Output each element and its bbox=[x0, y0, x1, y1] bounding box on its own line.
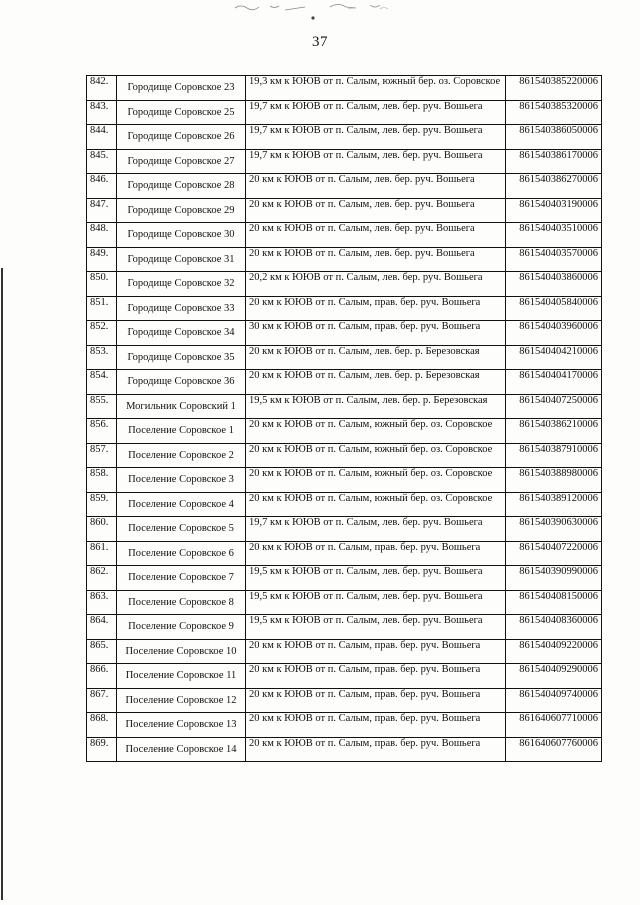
site-name: Поселение Соровское 13 bbox=[117, 713, 246, 738]
table-row bbox=[87, 615, 602, 640]
table-row bbox=[87, 517, 602, 542]
table-row bbox=[87, 370, 602, 395]
registry-code: 861540388980006 bbox=[506, 468, 602, 493]
site-name: Поселение Соровское 10 bbox=[117, 639, 246, 664]
row-number: 859. bbox=[87, 492, 117, 517]
site-name: Поселение Соровское 3 bbox=[117, 468, 246, 493]
site-name: Поселение Соровское 1 bbox=[117, 419, 246, 444]
site-name: Поселение Соровское 11 bbox=[117, 664, 246, 689]
registry-code: 861540386270006 bbox=[506, 174, 602, 199]
row-number: 848. bbox=[87, 223, 117, 248]
site-name: Поселение Соровское 2 bbox=[117, 443, 246, 468]
row-number: 846. bbox=[87, 174, 117, 199]
row-number: 853. bbox=[87, 345, 117, 370]
registry-code: 861540404210006 bbox=[506, 345, 602, 370]
row-number: 865. bbox=[87, 639, 117, 664]
site-location: 20,2 км к ЮЮВ от п. Салым, лев. бер. руч. Вошьега bbox=[246, 272, 506, 297]
site-location: 20 км к ЮЮВ от п. Салым, лев. бер. руч. Вошьега bbox=[246, 174, 506, 199]
site-name: Поселение Соровское 12 bbox=[117, 688, 246, 713]
site-location: 19,5 км к ЮЮВ от п. Салым, лев. бер. руч. Вошьега bbox=[246, 590, 506, 615]
site-name: Городище Соровское 30 bbox=[117, 223, 246, 248]
site-location: 19,3 км к ЮЮВ от п. Салым, южный бер. оз. Соровское bbox=[246, 76, 506, 101]
site-location: 19,7 км к ЮЮВ от п. Салым, лев. бер. руч. Вошьега bbox=[246, 125, 506, 150]
table-row bbox=[87, 590, 602, 615]
row-number: 842. bbox=[87, 76, 117, 101]
site-location: 20 км к ЮЮВ от п. Салым, южный бер. оз. Соровское bbox=[246, 468, 506, 493]
site-name: Поселение Соровское 14 bbox=[117, 737, 246, 762]
row-number: 845. bbox=[87, 149, 117, 174]
registry-code: 861540403570006 bbox=[506, 247, 602, 272]
table-row bbox=[87, 443, 602, 468]
table-row bbox=[87, 737, 602, 762]
table-row bbox=[87, 688, 602, 713]
site-name: Городище Соровское 25 bbox=[117, 100, 246, 125]
registry-code: 861540403190006 bbox=[506, 198, 602, 223]
row-number: 855. bbox=[87, 394, 117, 419]
site-location: 19,5 км к ЮЮВ от п. Салым, лев. бер. р. Березовская bbox=[246, 394, 506, 419]
site-location: 20 км к ЮЮВ от п. Салым, прав. бер. руч. Вошьега bbox=[246, 639, 506, 664]
site-location: 20 км к ЮЮВ от п. Салым, южный бер. оз. Соровское bbox=[246, 492, 506, 517]
registry-code: 861540409220006 bbox=[506, 639, 602, 664]
site-location: 20 км к ЮЮВ от п. Салым, прав. бер. руч. Вошьега bbox=[246, 737, 506, 762]
table-row bbox=[87, 321, 602, 346]
site-name: Городище Соровское 33 bbox=[117, 296, 246, 321]
table-row bbox=[87, 247, 602, 272]
site-location: 20 км к ЮЮВ от п. Салым, лев. бер. руч. Вошьега bbox=[246, 223, 506, 248]
site-name: Городище Соровское 36 bbox=[117, 370, 246, 395]
row-number: 856. bbox=[87, 419, 117, 444]
table-row bbox=[87, 345, 602, 370]
registry-code: 861540387910006 bbox=[506, 443, 602, 468]
site-location: 20 км к ЮЮВ от п. Салым, лев. бер. руч. Вошьега bbox=[246, 198, 506, 223]
page-number: 37 bbox=[312, 34, 328, 50]
site-name: Городище Соровское 23 bbox=[117, 76, 246, 101]
site-location: 19,5 км к ЮЮВ от п. Салым, лев. бер. руч. Вошьега bbox=[246, 566, 506, 591]
table-row bbox=[87, 223, 602, 248]
scan-artifact bbox=[230, 0, 410, 22]
site-name: Городище Соровское 34 bbox=[117, 321, 246, 346]
table-row bbox=[87, 76, 602, 101]
heritage-registry-table bbox=[86, 75, 602, 762]
site-name: Поселение Соровское 8 bbox=[117, 590, 246, 615]
site-name: Городище Соровское 35 bbox=[117, 345, 246, 370]
site-name: Городище Соровское 32 bbox=[117, 272, 246, 297]
site-name: Городище Соровское 27 bbox=[117, 149, 246, 174]
table-row bbox=[87, 492, 602, 517]
site-location: 20 км к ЮЮВ от п. Салым, прав. бер. руч. Вошьега bbox=[246, 713, 506, 738]
site-location: 20 км к ЮЮВ от п. Салым, прав. бер. руч. Вошьега bbox=[246, 688, 506, 713]
registry-code: 861540389120006 bbox=[506, 492, 602, 517]
table-row bbox=[87, 272, 602, 297]
registry-code: 861540408150006 bbox=[506, 590, 602, 615]
table-row bbox=[87, 149, 602, 174]
row-number: 863. bbox=[87, 590, 117, 615]
row-number: 854. bbox=[87, 370, 117, 395]
table-row bbox=[87, 394, 602, 419]
row-number: 844. bbox=[87, 125, 117, 150]
row-number: 851. bbox=[87, 296, 117, 321]
site-location: 19,7 км к ЮЮВ от п. Салым, лев. бер. руч. Вошьега bbox=[246, 517, 506, 542]
row-number: 858. bbox=[87, 468, 117, 493]
table-row bbox=[87, 419, 602, 444]
row-number: 861. bbox=[87, 541, 117, 566]
row-number: 850. bbox=[87, 272, 117, 297]
row-number: 860. bbox=[87, 517, 117, 542]
registry-code: 861540386050006 bbox=[506, 125, 602, 150]
row-number: 857. bbox=[87, 443, 117, 468]
row-number: 849. bbox=[87, 247, 117, 272]
row-number: 843. bbox=[87, 100, 117, 125]
site-location: 30 км к ЮЮВ от п. Салым, прав. бер. руч. Вошьега bbox=[246, 321, 506, 346]
site-name: Поселение Соровское 7 bbox=[117, 566, 246, 591]
row-number: 869. bbox=[87, 737, 117, 762]
row-number: 866. bbox=[87, 664, 117, 689]
site-name: Могильник Соровский 1 bbox=[117, 394, 246, 419]
table-row bbox=[87, 639, 602, 664]
registry-code: 861540409740006 bbox=[506, 688, 602, 713]
registry-code: 861640607760006 bbox=[506, 737, 602, 762]
scan-edge-line bbox=[1, 268, 3, 900]
site-location: 20 км к ЮЮВ от п. Салым, южный бер. оз. Соровское bbox=[246, 419, 506, 444]
registry-code: 861540390990006 bbox=[506, 566, 602, 591]
registry-code: 861540407250006 bbox=[506, 394, 602, 419]
registry-code: 861540403510006 bbox=[506, 223, 602, 248]
registry-code: 861540407220006 bbox=[506, 541, 602, 566]
site-location: 20 км к ЮЮВ от п. Салым, южный бер. оз. Соровское bbox=[246, 443, 506, 468]
table-row bbox=[87, 174, 602, 199]
site-name: Поселение Соровское 9 bbox=[117, 615, 246, 640]
registry-code: 861540403960006 bbox=[506, 321, 602, 346]
site-location: 20 км к ЮЮВ от п. Салым, лев. бер. р. Березовская bbox=[246, 370, 506, 395]
registry-code: 861540390630006 bbox=[506, 517, 602, 542]
table-row bbox=[87, 296, 602, 321]
registry-code: 861540404170006 bbox=[506, 370, 602, 395]
site-location: 19,5 км к ЮЮВ от п. Салым, лев. бер. руч. Вошьега bbox=[246, 615, 506, 640]
site-name: Городище Соровское 28 bbox=[117, 174, 246, 199]
row-number: 852. bbox=[87, 321, 117, 346]
site-name: Городище Соровское 29 bbox=[117, 198, 246, 223]
row-number: 867. bbox=[87, 688, 117, 713]
registry-code: 861540408360006 bbox=[506, 615, 602, 640]
registry-code: 861540386210006 bbox=[506, 419, 602, 444]
site-name: Поселение Соровское 6 bbox=[117, 541, 246, 566]
table-row bbox=[87, 713, 602, 738]
site-location: 20 км к ЮЮВ от п. Салым, прав. бер. руч. Вошьега bbox=[246, 541, 506, 566]
site-name: Городище Соровское 26 bbox=[117, 125, 246, 150]
site-location: 20 км к ЮЮВ от п. Салым, лев. бер. руч. Вошьега bbox=[246, 247, 506, 272]
table-row bbox=[87, 468, 602, 493]
registry-rows bbox=[87, 76, 602, 762]
table-row bbox=[87, 664, 602, 689]
row-number: 847. bbox=[87, 198, 117, 223]
table-row bbox=[87, 198, 602, 223]
table-row bbox=[87, 100, 602, 125]
registry-code: 861540385220006 bbox=[506, 76, 602, 101]
registry-code: 861540386170006 bbox=[506, 149, 602, 174]
registry-code: 861540385320006 bbox=[506, 100, 602, 125]
table-row bbox=[87, 125, 602, 150]
site-location: 20 км к ЮЮВ от п. Салым, прав. бер. руч. Вошьега bbox=[246, 296, 506, 321]
row-number: 868. bbox=[87, 713, 117, 738]
table-row bbox=[87, 566, 602, 591]
site-name: Поселение Соровское 4 bbox=[117, 492, 246, 517]
site-location: 19,7 км к ЮЮВ от п. Салым, лев. бер. руч. Вошьега bbox=[246, 149, 506, 174]
site-location: 20 км к ЮЮВ от п. Салым, прав. бер. руч. Вошьега bbox=[246, 664, 506, 689]
row-number: 864. bbox=[87, 615, 117, 640]
site-name: Городище Соровское 31 bbox=[117, 247, 246, 272]
registry-code: 861540403860006 bbox=[506, 272, 602, 297]
registry-code: 861540405840006 bbox=[506, 296, 602, 321]
site-location: 19,7 км к ЮЮВ от п. Салым, лев. бер. руч. Вошьега bbox=[246, 100, 506, 125]
registry-code: 861540409290006 bbox=[506, 664, 602, 689]
row-number: 862. bbox=[87, 566, 117, 591]
table-row bbox=[87, 541, 602, 566]
site-location: 20 км к ЮЮВ от п. Салым, лев. бер. р. Березовская bbox=[246, 345, 506, 370]
site-name: Поселение Соровское 5 bbox=[117, 517, 246, 542]
registry-code: 861640607710006 bbox=[506, 713, 602, 738]
